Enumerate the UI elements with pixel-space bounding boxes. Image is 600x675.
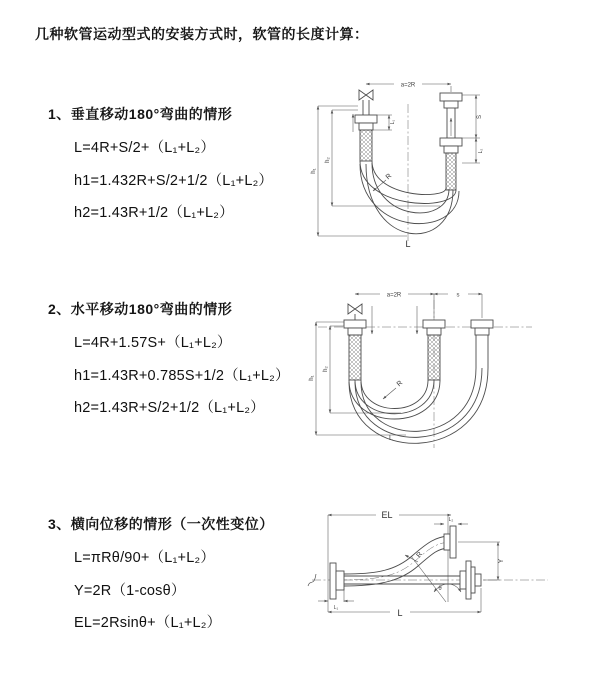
h2-label: h₂: [325, 157, 331, 163]
formula-line: h1=1.43R+0.785S+1/2（L₁+L₂）: [74, 367, 290, 384]
diagram-lateral-offset: [298, 500, 570, 648]
section-heading: 3、横向位移的情形（一次性变位）: [48, 516, 274, 532]
valve-icon: [348, 304, 362, 314]
diagram-vertical-180-bend: [310, 64, 542, 252]
section-2: [48, 299, 318, 425]
hose-outline: [344, 304, 493, 443]
span-label: a=2R: [400, 82, 416, 89]
l2-label: L₂: [478, 148, 484, 154]
formula-line: h2=1.43R+1/2（L₁+L₂）: [74, 205, 234, 221]
travel-label: S: [477, 114, 483, 120]
formula-line: L=πRθ/90+（L₁+L₂）: [74, 550, 216, 566]
hose-outline: [308, 526, 481, 599]
radius-label: R: [395, 379, 405, 389]
formula-line: L=4R+1.57S+（L₁+L₂）: [74, 335, 232, 351]
l2-label: L₂: [448, 517, 454, 523]
valve-icon: [359, 90, 373, 100]
formula-line: L=4R+S/2+（L₁+L₂）: [74, 140, 216, 156]
hose-outline: [355, 90, 462, 234]
section-3: [48, 514, 318, 640]
length-label: L: [397, 608, 403, 618]
formula-line: EL=2Rsinθ+（L₁+L₂）: [74, 615, 222, 631]
h1-label: h₁: [311, 168, 317, 174]
radius-label: R: [384, 172, 394, 182]
travel-label: s: [456, 292, 460, 299]
h2-label: h₂: [323, 366, 329, 372]
formula-line: h2=1.43R+S/2+1/2（L₁+L₂）: [74, 400, 265, 416]
l1-label: L₁: [333, 605, 339, 611]
section-heading: 1、垂直移动180°弯曲的情形: [48, 106, 233, 122]
section-1: [48, 104, 318, 230]
l1-label: L₁: [390, 119, 396, 125]
h1-label: h₁: [309, 375, 315, 381]
radius-label: R: [415, 550, 425, 560]
dimension-lines: [318, 515, 500, 612]
offset-label: Y: [498, 558, 505, 564]
formula-line: h1=1.432R+S/2+1/2（L₁+L₂）: [74, 172, 274, 189]
el-label: EL: [381, 510, 393, 520]
page-title: 几种软管运动型式的安装方式时，软管的长度计算：: [35, 26, 369, 42]
angle-label: θ: [438, 586, 442, 592]
formula-line: Y=2R（1-cosθ）: [74, 582, 186, 599]
diagram-horizontal-180-bend: [306, 280, 541, 456]
dimension-labels: [334, 510, 505, 618]
span-label: a=2R: [386, 292, 402, 299]
length-label: L: [389, 435, 393, 442]
length-label: L: [405, 239, 411, 249]
section-heading: 2、水平移动180°弯曲的情形: [48, 301, 233, 317]
